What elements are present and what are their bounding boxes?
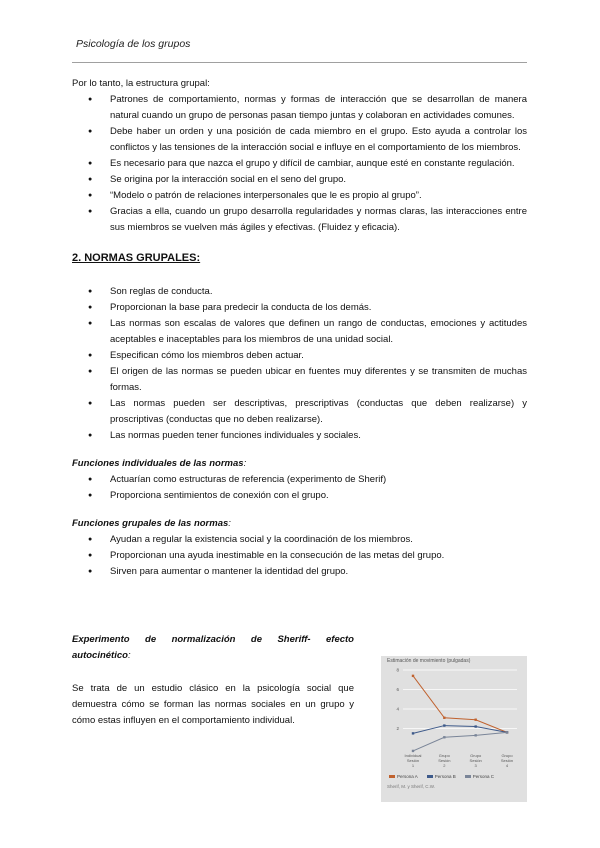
list-item: ● Se origina por la interacción social en el seno del grupo.	[72, 172, 527, 188]
data-point	[506, 731, 508, 733]
legend-swatch	[427, 775, 433, 778]
chart-source-caption: Sherif, M. y Sherif, C.W.	[387, 784, 436, 789]
grupales-list	[72, 532, 527, 580]
data-point	[474, 725, 476, 727]
x-tick-label: Grupo	[438, 753, 450, 758]
list-item: ● “Modelo o patrón de relaciones interpersonales que le es propio al grupo”.	[72, 188, 527, 204]
subheading-grupales: Funciones grupales de las normas:	[72, 518, 231, 529]
chart-legend	[389, 774, 523, 779]
legend-item-b: Persona B	[427, 774, 456, 779]
list-item: ● Son reglas de conducta.	[72, 284, 527, 300]
intro-paragraph: Por lo tanto, la estructura grupal:	[72, 78, 210, 89]
experiment-title: Experimento de normalización de Sheriff- efecto autocinético:	[72, 634, 354, 661]
section-title: 2. NORMAS GRUPALES:	[72, 252, 201, 264]
series-line	[413, 732, 507, 751]
y-tick-label: 6	[396, 687, 399, 692]
list-item: ● Actuarían como estructuras de referencia (experimento de Sherif)	[72, 472, 527, 488]
list-item: ● Las normas pueden tener funciones individuales y sociales.	[72, 428, 527, 444]
x-tick-label: 1	[411, 763, 415, 768]
list-item: ● Gracias a ella, cuando un grupo desarrolla regularidades y normas claras, las interacciones entre sus miembros se vuelven más ágiles y efectivas. (Fluidez y eficacia).	[72, 204, 527, 236]
y-tick-label: 8	[396, 667, 399, 673]
list-item: ● Especifican cómo los miembros deben actuar.	[72, 348, 527, 364]
list-item: ● El origen de las normas se pueden ubicar en fuentes muy diferentes y se transmiten de muchas formas.	[72, 364, 527, 396]
list-item: ● Ayudan a regular la existencia social y la coordinación de los miembros.	[72, 532, 527, 548]
x-tick-label: Grupo	[501, 753, 513, 758]
x-tick-label: 2	[443, 763, 446, 768]
list-item: ● Debe haber un orden y una posición de cada miembro en el grupo. Esto ayuda a controlar los conflictos y las tensiones de la interacción social e influye en el comportamiento de los miembros.	[72, 124, 527, 156]
line-chart	[381, 656, 527, 802]
subheading-individuales: Funciones individuales de las normas:	[72, 458, 247, 469]
list-item: ● Patrones de comportamiento, normas y formas de interacción que se desarrollan de manera natural cuando un grupo de personas pasan tiempo juntas y colaboran en actividades comunes.	[72, 92, 527, 124]
x-tick-label: Sesión	[438, 758, 451, 763]
list-item: ● Es necesario para que nazca el grupo y difícil de cambiar, aunque esté en constante regulación.	[72, 156, 527, 172]
legend-item-c: Persona C	[465, 774, 494, 779]
list-item: ● Proporcionan una ayuda inestimable en la consecución de las metas del grupo.	[72, 548, 527, 564]
x-tick-label: Sesión	[469, 758, 482, 763]
legend-item-a: Persona A	[389, 774, 418, 779]
list-item: ● Sirven para aumentar o mantener la identidad del grupo.	[72, 564, 527, 580]
chart-title: Estimación de movimiento (pulgadas)	[387, 658, 471, 664]
experiment-paragraph: Se trata de un estudio clásico en la psicología social que demuestra cómo se forman las normas sociales en un grupo y cómo estas influyen en el comportamiento individual.	[72, 683, 354, 726]
y-tick-label: 2	[396, 726, 399, 731]
x-tick-label: 4	[505, 763, 509, 768]
data-point	[412, 675, 414, 677]
data-point	[443, 724, 445, 726]
x-tick-label: Sesión	[500, 758, 514, 763]
header-divider	[72, 62, 527, 63]
x-tick-label: Individual	[404, 753, 422, 758]
sherif-chart-figure	[381, 656, 527, 802]
normas-list	[72, 284, 527, 444]
legend-swatch	[389, 775, 395, 778]
document-body	[72, 76, 527, 580]
y-tick-label: 4	[396, 706, 399, 712]
x-tick-label: Sesión	[406, 758, 420, 763]
x-tick-label: Grupo	[470, 753, 482, 758]
data-point	[474, 734, 476, 736]
list-item: ● Las normas son escalas de valores que definen un rango de conductas, emociones y actitudes aceptables e inaceptables para los miembros de una unidad social.	[72, 316, 527, 348]
estructura-list	[72, 92, 527, 236]
list-item: ● Proporciona sentimientos de conexión con el grupo.	[72, 488, 527, 504]
data-point	[412, 750, 414, 752]
list-item: ● Proporcionan la base para predecir la conducta de los demás.	[72, 300, 527, 316]
series-line	[413, 676, 507, 733]
page-header: Psicología de los grupos	[76, 38, 191, 50]
list-item: ● Las normas pueden ser descriptivas, prescriptivas (conductas que deben realizarse) y proscriptivas (conductas que no deben realizarse).	[72, 396, 527, 428]
data-point	[474, 719, 476, 721]
individuales-list	[72, 472, 527, 504]
data-point	[443, 717, 445, 719]
data-point	[412, 732, 414, 734]
data-point	[443, 736, 445, 738]
legend-swatch	[465, 775, 471, 778]
x-tick-label: 3	[474, 763, 477, 768]
